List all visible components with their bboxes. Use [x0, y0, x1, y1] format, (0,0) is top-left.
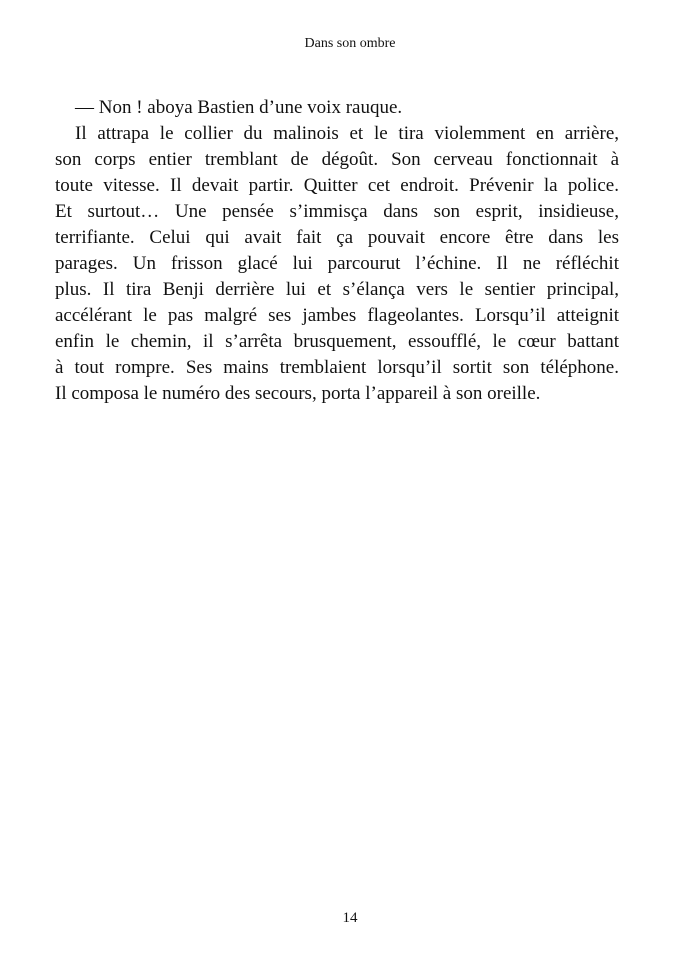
text-line: enfin le chemin, il s’arrêta brusquement, essoufflé, le cœur battant: [55, 331, 619, 352]
body-text: [55, 95, 619, 407]
text-line: Et surtout… Une pensée s’immisça dans son esprit, insidieuse,: [55, 201, 619, 222]
text-line: plus. Il tira Benji derrière lui et s’élança vers le sentier principal,: [55, 279, 619, 300]
running-header: Dans son ombre: [304, 36, 396, 51]
text-line: son corps entier tremblant de dégoût. Son cerveau fonctionnait à: [55, 149, 619, 170]
text-line-last: Il composa le numéro des secours, porta l’appareil à son oreille.: [55, 383, 541, 404]
text-line: Il attrapa le collier du malinois et le tira violemment en arrière,: [75, 123, 619, 144]
text-line: accélérant le pas malgré ses jambes flageolantes. Lorsqu’il atteignit: [55, 305, 619, 326]
text-line: terrifiante. Celui qui avait fait ça pouvait encore être dans les: [55, 227, 619, 248]
page-number: 14: [342, 910, 358, 926]
text-line: parages. Un frisson glacé lui parcourut l’échine. Il ne réfléchit: [55, 253, 619, 274]
text-line: toute vitesse. Il devait partir. Quitter cet endroit. Prévenir la police.: [55, 175, 619, 196]
text-line-dialogue: — Non ! aboya Bastien d’une voix rauque.: [75, 97, 403, 118]
text-line: à tout rompre. Ses mains tremblaient lorsqu’il sortit son téléphone.: [55, 357, 619, 378]
